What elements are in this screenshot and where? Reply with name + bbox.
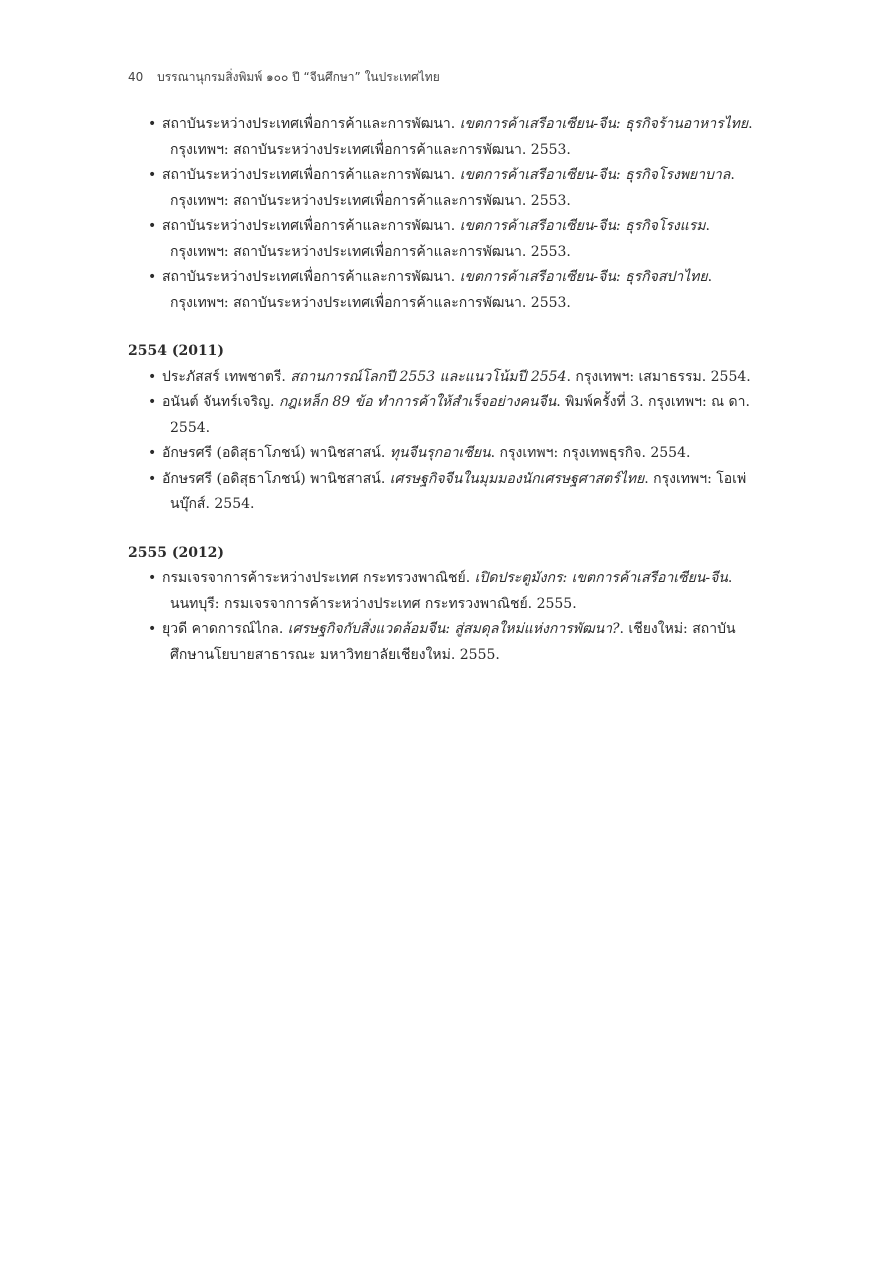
page-number: 40 xyxy=(128,70,144,84)
reference-title: เขตการค้าเสรีอาเซียน-จีน: ธุรกิจโรงแรม xyxy=(459,218,706,234)
reference-publication: . กรุงเทพฯ: สถาบันระหว่างประเทศเพื่อการค้าและการพัฒนา. 2553. xyxy=(170,167,735,209)
reference-title: สถานการณ์โลกปี 2553 และแนวโน้มปี 2554 xyxy=(290,368,567,385)
reference-list xyxy=(128,566,768,668)
reference-title: เขตการค้าเสรีอาเซียน-จีน: ธุรกิจร้านอาหารไทย xyxy=(459,116,749,132)
reference-list xyxy=(128,365,768,518)
bullet-glyph: • xyxy=(148,621,157,637)
reference-title: เขตการค้าเสรีอาเซียน-จีน: ธุรกิจโรงพยาบาล xyxy=(459,167,731,183)
running-title: บรรณานุกรมสิ่งพิมพ์ ๑๐๐ ปี “จีนศึกษา” ในประเทศไทย xyxy=(157,70,440,84)
reference-list xyxy=(128,112,768,316)
bibliography-section xyxy=(128,339,768,518)
bullet-glyph: • xyxy=(148,445,157,461)
reference-publication: . พิมพ์ครั้งที่ 3. กรุงเทพฯ: ณ ดา. 2554. xyxy=(170,394,750,436)
reference-title: เปิดประตูมังกร: เขตการค้าเสรีอาเซียน-จีน xyxy=(474,570,728,586)
reference-entry xyxy=(128,467,768,518)
reference-author: อนันต์ จันทร์เจริญ. xyxy=(162,394,279,410)
bullet-glyph: • xyxy=(148,368,157,385)
reference-entry xyxy=(128,617,768,668)
section-heading-year: 2555 (2012) xyxy=(128,544,225,561)
reference-entry xyxy=(128,163,768,214)
section-heading-year: 2554 (2011) xyxy=(128,343,225,359)
reference-publication: . กรุงเทพฯ: โอเพ่นบุ๊กส์. 2554. xyxy=(170,470,747,512)
bullet-glyph: • xyxy=(148,269,157,285)
reference-title: เศรษฐกิจจีนในมุมมองนักเศรษฐศาสตร์ไทย xyxy=(389,470,645,487)
reference-title: ทุนจีนรุกอาเซียน xyxy=(389,445,491,461)
bibliography-section xyxy=(128,112,768,316)
reference-entry xyxy=(128,390,768,441)
reference-author: สถาบันระหว่างประเทศเพื่อการค้าและการพัฒนา. xyxy=(162,167,460,183)
bullet-glyph: • xyxy=(148,394,157,410)
bullet-glyph: • xyxy=(148,470,157,487)
reference-author: สถาบันระหว่างประเทศเพื่อการค้าและการพัฒนา. xyxy=(162,218,460,234)
bullet-glyph: • xyxy=(148,167,157,183)
reference-author: สถาบันระหว่างประเทศเพื่อการค้าและการพัฒนา. xyxy=(162,269,460,285)
reference-author: อักษรศรี (อดิสุธาโภชน์) พานิชสาสน์. xyxy=(162,470,390,487)
reference-title: เศรษฐกิจกับสิ่งแวดล้อมจีน: สู่สมดุลใหม่แห่งการพัฒนา? xyxy=(287,621,620,637)
bullet-glyph: • xyxy=(148,570,157,586)
bibliography-section xyxy=(128,541,768,669)
reference-author: สถาบันระหว่างประเทศเพื่อการค้าและการพัฒนา. xyxy=(162,116,460,132)
reference-author: ยุวดี คาดการณ์ไกล. xyxy=(162,621,288,637)
reference-entry xyxy=(128,112,768,163)
reference-entry xyxy=(128,265,768,316)
reference-title: กฎเหล็ก 89 ข้อ ทำการค้าให้สำเร็จอย่างคนจีน xyxy=(278,394,557,410)
reference-publication: . กรุงเทพฯ: สถาบันระหว่างประเทศเพื่อการค้าและการพัฒนา. 2553. xyxy=(170,218,710,260)
reference-author: ประภัสสร์ เทพชาตรี. xyxy=(162,368,291,385)
reference-publication: . กรุงเทพฯ: สถาบันระหว่างประเทศเพื่อการค้าและการพัฒนา. 2553. xyxy=(170,116,753,158)
reference-title: เขตการค้าเสรีอาเซียน-จีน: ธุรกิจสปาไทย xyxy=(459,269,708,285)
bibliography-content xyxy=(128,112,768,668)
bullet-glyph: • xyxy=(148,218,157,234)
reference-publication: . นนทบุรี: กรมเจรจาการค้าระหว่างประเทศ กระทรวงพาณิชย์. 2555. xyxy=(170,570,733,612)
reference-entry xyxy=(128,566,768,617)
reference-publication: . เชียงใหม่: สถาบันศึกษานโยบายสาธารณะ มหาวิทยาลัยเชียงใหม่. 2555. xyxy=(170,621,736,663)
reference-publication: . กรุงเทพฯ: สถาบันระหว่างประเทศเพื่อการค้าและการพัฒนา. 2553. xyxy=(170,269,713,311)
reference-entry xyxy=(128,441,768,467)
reference-author: อักษรศรี (อดิสุธาโภชน์) พานิชสาสน์. xyxy=(162,445,390,461)
bullet-glyph: • xyxy=(148,116,157,132)
reference-entry xyxy=(128,214,768,265)
reference-entry xyxy=(128,365,768,391)
reference-publication: . กรุงเทพฯ: เสมาธรรม. 2554. xyxy=(566,368,751,385)
reference-author: กรมเจรจาการค้าระหว่างประเทศ กระทรวงพาณิชย์. xyxy=(162,570,475,586)
running-header xyxy=(128,68,440,87)
reference-publication: . กรุงเทพฯ: กรุงเทพธุรกิจ. 2554. xyxy=(490,445,691,461)
